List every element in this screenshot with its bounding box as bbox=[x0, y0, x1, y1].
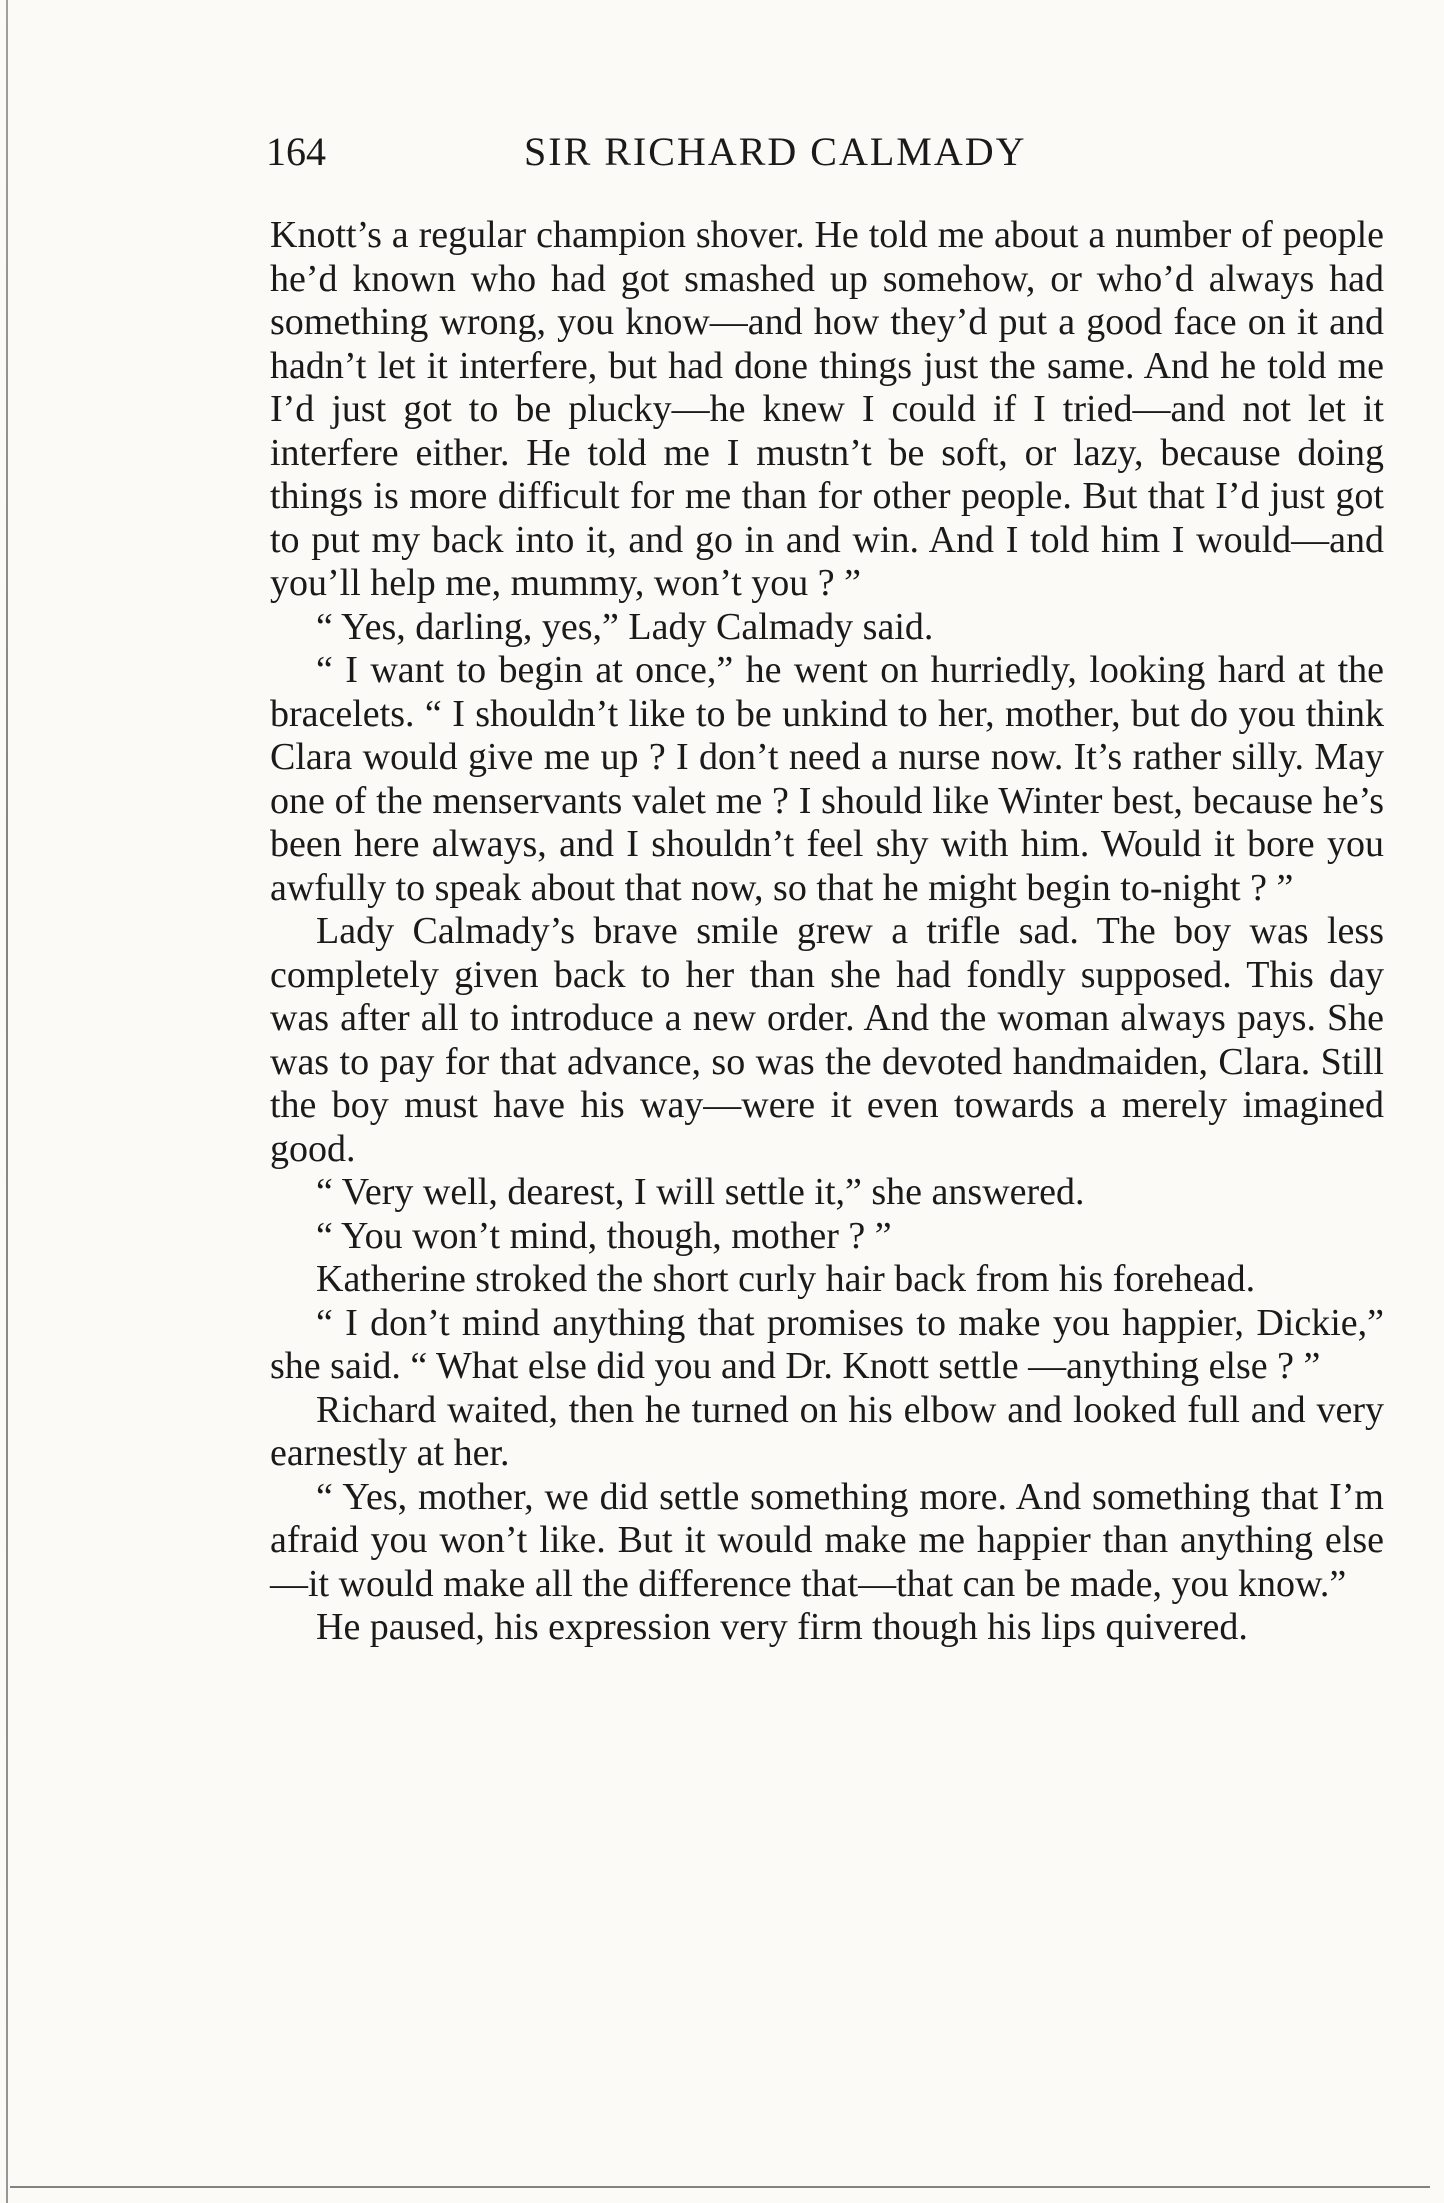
paragraph: “ Yes, mother, we did settle something more. And something that I’m afraid you won’t like. But it would make me happier than anything else—it would make all the difference that—that can be made, you know.” bbox=[270, 1475, 1384, 1605]
paragraph: Knott’s a regular champion shover. He told me about a number of people he’d known who had got smashed up somehow, or who’d always had something wrong, you know—and how they’d put a good face on it and hadn’t let it interfere, but had done things just the same. And he told me I’d just got to be plucky—he knew I could if I tried—and not let it interfere either. He told me I mustn’t be soft, or lazy, because doing things is more difficult for me than for other people. But that I’d just got to put my back into it, and go in and win. And I told him I would—and you’ll help me, mummy, won’t you ? ” bbox=[270, 214, 1384, 604]
running-title: SIR RICHARD CALMADY bbox=[524, 129, 1027, 174]
paragraph: “ I don’t mind anything that promises to make you happier, Dickie,” she said. “ What else did you and Dr. Knott settle —anything else ? ” bbox=[270, 1301, 1384, 1387]
scan-edge-bottom bbox=[10, 2186, 1430, 2188]
text-body bbox=[270, 214, 1384, 1650]
paragraph: “ You won’t mind, though, mother ? ” bbox=[316, 1214, 892, 1257]
paragraph: “ Very well, dearest, I will settle it,” she answered. bbox=[316, 1171, 1085, 1213]
page-number: 164 bbox=[266, 129, 326, 174]
scan-edge-left bbox=[6, 0, 8, 2203]
paragraph: Katherine stroked the short curly hair back from his forehead. bbox=[316, 1258, 1256, 1300]
page-header bbox=[266, 128, 1366, 188]
paragraph: “ Yes, darling, yes,” Lady Calmady said. bbox=[316, 605, 934, 648]
paragraph: Richard waited, then he turned on his elbow and looked full and very earnestly at her. bbox=[270, 1388, 1384, 1474]
paragraph: He paused, his expression very firm though his lips quivered. bbox=[316, 1606, 1248, 1648]
paragraph: “ I want to begin at once,” he went on hurriedly, looking hard at the bracelets. “ I shouldn’t like to be unkind to her, mother, but do you think Clara would give me up ? I don’t need a nurse now. It’s rather silly. May one of the menservants valet me ? I should like Winter best, because he’s been here always, and I shouldn’t feel shy with him. Would it bore you awfully to speak about that now, so that he might begin to-night ? ” bbox=[270, 649, 1384, 909]
paragraph: Lady Calmady’s brave smile grew a trifle sad. The boy was less completely given back to her than she had fondly supposed. This day was after all to introduce a new order. And the woman always pays. She was to pay for that advance, so was the devoted handmaiden, Clara. Still the boy must have his way—were it even towards a merely imagined good. bbox=[270, 910, 1384, 1170]
